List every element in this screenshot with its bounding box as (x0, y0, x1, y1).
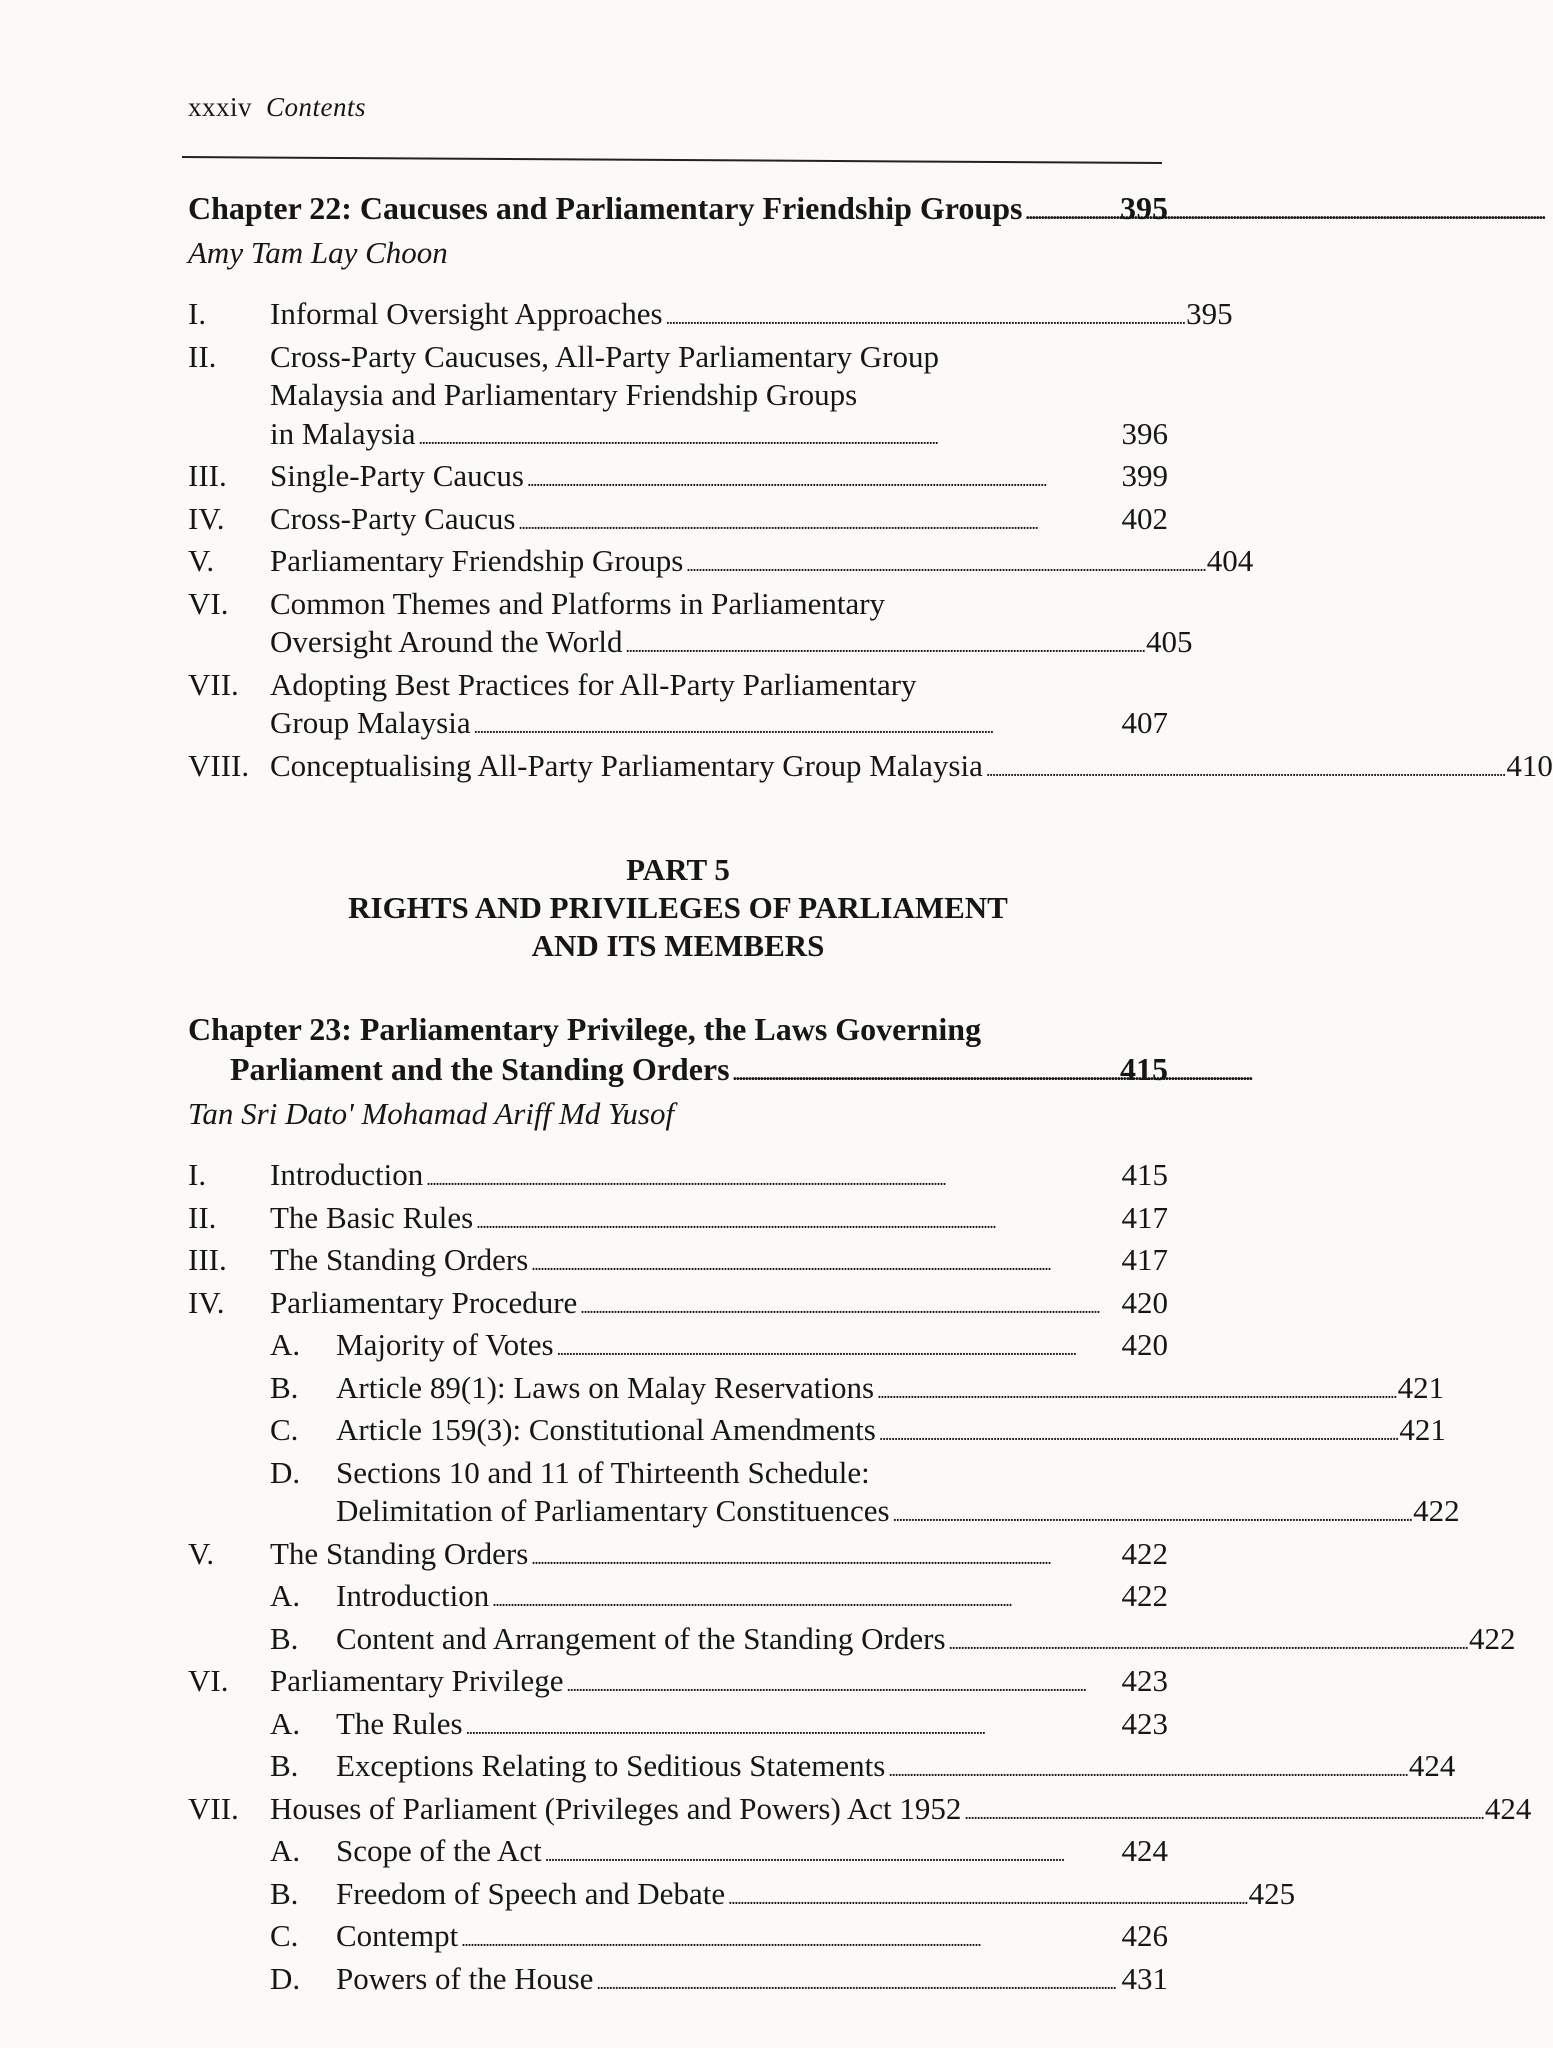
entry-page: 431 (1121, 1960, 1168, 1996)
toc-entry (188, 500, 1168, 543)
entry-page: 423 (1121, 1663, 1168, 1698)
entry-page: 405 (1146, 624, 1193, 659)
entry-number: IV. (188, 1284, 225, 1320)
chapter-23-heading (188, 1009, 1168, 1094)
entry-page: 424 (1484, 1790, 1532, 1826)
leader-dots (531, 1241, 1118, 1284)
entry-page: 422 (1469, 1620, 1516, 1656)
entry-title: The Standing Orders (270, 1242, 529, 1277)
leader-dots (492, 1577, 1118, 1620)
chapter-22-heading (188, 188, 1168, 233)
entry-page: 422 (1413, 1493, 1460, 1528)
entry-title: Article 159(3): Constitutional Amendments (336, 1412, 876, 1447)
entry-letter: B. (270, 1369, 299, 1405)
part-title-line: AND ITS MEMBERS (531, 928, 825, 963)
entry-indent (188, 1577, 270, 1620)
entry-page: 420 (1121, 1284, 1168, 1320)
toc-subentry (188, 1454, 1460, 1535)
entry-page: 396 (1121, 415, 1168, 451)
leader-dots (686, 542, 1204, 585)
entry-letter: C. (270, 1412, 299, 1447)
toc-subentry (188, 1960, 1168, 2003)
entry-title: The Standing Orders (270, 1535, 529, 1571)
entry-indent (188, 1620, 270, 1663)
leader-dots (964, 1790, 1482, 1833)
entry-indent (188, 1705, 270, 1748)
chapter-22-author: Amy Tam Lay Choon (188, 235, 448, 270)
toc-entry (188, 747, 1553, 790)
toc-subentry (188, 1875, 1296, 1918)
entry-title: Article 89(1): Laws on Malay Reservations (336, 1369, 875, 1405)
chapter-23-title-line: Chapter 23: Parliamentary Privilege, the Laws Governing (188, 1011, 982, 1047)
leader-dots (1025, 188, 1117, 233)
toc-subentry (188, 1411, 1446, 1454)
entry-number: VI. (188, 1663, 229, 1698)
leader-dots (626, 623, 1144, 666)
leader-dots (426, 1156, 1118, 1199)
entry-indent (188, 1832, 270, 1875)
entry-number: III. (188, 1242, 227, 1277)
entry-title: Powers of the House (336, 1960, 594, 1996)
entry-number: I. (188, 296, 207, 331)
entry-title: Sections 10 and 11 of Thirteenth Schedule: (336, 1454, 870, 1490)
toc-subentry (188, 1747, 1456, 1790)
entry-page: 423 (1121, 1705, 1168, 1741)
entry-page: 426 (1121, 1918, 1168, 1953)
entry-title: Exceptions Relating to Seditious Statements (336, 1748, 886, 1783)
entry-letter: B. (270, 1620, 299, 1656)
entry-page: 417 (1121, 1199, 1168, 1235)
entry-number: IV. (188, 500, 225, 536)
leader-dots (986, 747, 1504, 790)
entry-indent (188, 1454, 270, 1535)
toc-entry (188, 585, 1193, 666)
toc-entry (188, 666, 1168, 747)
entry-page: 424 (1121, 1833, 1168, 1868)
entry-page: 395 (1186, 296, 1233, 331)
running-head-title: Contents (266, 92, 367, 122)
leader-dots (531, 1535, 1118, 1578)
toc-entry (188, 338, 1168, 458)
entry-letter: A. (270, 1833, 301, 1868)
entry-page: 425 (1248, 1875, 1296, 1911)
page-number-roman: xxxiv (188, 92, 253, 122)
entry-indent (188, 1411, 270, 1454)
entry-letter: A. (270, 1705, 301, 1741)
header-rule (182, 156, 1162, 164)
entry-indent (188, 1747, 270, 1790)
entry-title-line: Adopting Best Practices for All-Party Parliamentary (270, 666, 917, 702)
entry-page: 422 (1121, 1578, 1168, 1613)
entry-title: Houses of Parliament (Privileges and Powers) Act 1952 (270, 1790, 962, 1826)
chapter-22-page: 395 (1120, 190, 1168, 226)
entry-title: Delimitation of Parliamentary Constituences (336, 1493, 890, 1528)
entry-title: The Basic Rules (270, 1199, 474, 1235)
entry-number: V. (188, 543, 215, 578)
leader-dots (596, 1960, 1118, 2003)
toc-subentry (188, 1917, 1168, 1960)
leader-dots (949, 1620, 1467, 1663)
entry-number: VI. (188, 585, 229, 621)
chapter-23-entries (188, 1156, 1532, 2002)
entry-number: I. (188, 1157, 207, 1192)
leader-dots (419, 415, 1119, 458)
entry-letter: B. (270, 1875, 299, 1911)
leader-dots (877, 1369, 1395, 1412)
leader-dots (545, 1832, 1119, 1875)
leader-dots (461, 1917, 1118, 1960)
entry-page: 404 (1206, 543, 1254, 578)
entry-title-line: Oversight Around the World (270, 624, 623, 659)
entry-number: III. (188, 458, 227, 493)
toc-subentry (188, 1369, 1445, 1412)
entry-letter: A. (270, 1578, 301, 1613)
leader-dots (557, 1326, 1119, 1369)
toc-entry (188, 295, 1233, 338)
entry-page: 402 (1121, 500, 1168, 536)
entry-title-line: in Malaysia (270, 415, 416, 451)
toc-subentry (188, 1326, 1168, 1369)
leader-dots (893, 1492, 1411, 1535)
entry-number: VII. (188, 1790, 239, 1826)
entry-letter: C. (270, 1918, 299, 1953)
entry-title: Majority of Votes (336, 1327, 554, 1362)
entry-title: Content and Arrangement of the Standing Orders (336, 1620, 946, 1656)
part-label: PART 5 (626, 852, 730, 887)
toc-entry (188, 1156, 1168, 1199)
leader-dots (666, 295, 1184, 338)
toc-subentry (188, 1620, 1516, 1663)
leader-dots (567, 1662, 1119, 1705)
entry-title: Parliamentary Privilege (270, 1663, 564, 1698)
entry-title-line: Group Malaysia (270, 705, 471, 740)
entry-number: V. (188, 1535, 215, 1571)
chapter-23-author: Tan Sri Dato' Mohamad Ariff Md Yusof (188, 1096, 675, 1131)
entry-page: 421 (1399, 1412, 1446, 1447)
entry-title: Parliamentary Procedure (270, 1284, 578, 1320)
entry-title: Cross-Party Caucus (270, 500, 516, 536)
leader-dots (518, 500, 1118, 543)
entry-title: Scope of the Act (336, 1833, 542, 1868)
entry-number: VIII. (188, 747, 250, 783)
part-5-heading (188, 851, 1168, 965)
entry-title: Conceptualising All-Party Parliamentary Group Malaysia (270, 747, 983, 783)
toc-subentry (188, 1577, 1168, 1620)
entry-indent (188, 1875, 270, 1918)
entry-page: 420 (1121, 1327, 1168, 1362)
entry-title: Contempt (336, 1918, 459, 1953)
entry-title-line: Cross-Party Caucuses, All-Party Parliamentary Group (270, 338, 939, 374)
entry-title: The Rules (336, 1705, 463, 1741)
leader-dots (580, 1284, 1118, 1327)
toc-entry (188, 542, 1254, 585)
entry-page: 424 (1408, 1748, 1456, 1783)
toc-subentry (188, 1832, 1168, 1875)
entry-page: 422 (1121, 1535, 1168, 1571)
entry-page: 407 (1121, 705, 1168, 740)
toc-entry (188, 1535, 1168, 1578)
leader-dots (527, 457, 1119, 500)
toc-entry (188, 457, 1168, 500)
entry-letter: A. (270, 1327, 301, 1362)
toc-entry (188, 1241, 1168, 1284)
leader-dots (476, 1199, 1118, 1242)
entry-page: 415 (1121, 1157, 1168, 1192)
entry-number: II. (188, 338, 217, 374)
entry-number: VII. (188, 666, 239, 702)
leader-dots (888, 1747, 1406, 1790)
chapter-23-page: 415 (1120, 1051, 1168, 1087)
chapter-22-title: Chapter 22: Caucuses and Parliamentary Friendship Groups (188, 190, 1023, 226)
entry-number: II. (188, 1199, 217, 1235)
entry-page: 421 (1397, 1369, 1445, 1405)
entry-letter: D. (270, 1454, 301, 1490)
toc-entry (188, 1790, 1532, 1833)
leader-dots (733, 1049, 1117, 1094)
leader-dots (466, 1705, 1119, 1748)
entry-title-line: Common Themes and Platforms in Parliamentary (270, 585, 886, 621)
chapter-23-title-line: Parliament and the Standing Orders (230, 1051, 730, 1087)
part-title-line: RIGHTS AND PRIVILEGES OF PARLIAMENT (348, 890, 1008, 925)
toc-subentry (188, 1705, 1168, 1748)
entry-title: Introduction (336, 1578, 490, 1613)
entry-letter: D. (270, 1960, 301, 1996)
entry-title: Informal Oversight Approaches (270, 296, 663, 331)
entry-title-line: Malaysia and Parliamentary Friendship Groups (270, 377, 858, 412)
entry-page: 417 (1121, 1242, 1168, 1277)
toc-entry (188, 1662, 1168, 1705)
entry-indent (188, 1917, 270, 1960)
leader-dots (474, 704, 1119, 747)
entry-indent (188, 1369, 270, 1412)
toc-entry (188, 1284, 1168, 1327)
entry-page: 410 (1506, 747, 1553, 783)
leader-dots (879, 1411, 1397, 1454)
entry-title: Single-Party Caucus (270, 458, 524, 493)
entry-page: 399 (1121, 458, 1168, 493)
toc-entry (188, 1199, 1168, 1242)
table-of-contents (188, 188, 1553, 2002)
entry-indent (188, 1326, 270, 1369)
entry-indent (188, 1960, 270, 2003)
entry-title: Freedom of Speech and Debate (336, 1875, 726, 1911)
running-head (188, 92, 366, 123)
entry-letter: B. (270, 1748, 299, 1783)
entry-title: Parliamentary Friendship Groups (270, 543, 684, 578)
entry-title: Introduction (270, 1157, 424, 1192)
leader-dots (728, 1875, 1246, 1918)
